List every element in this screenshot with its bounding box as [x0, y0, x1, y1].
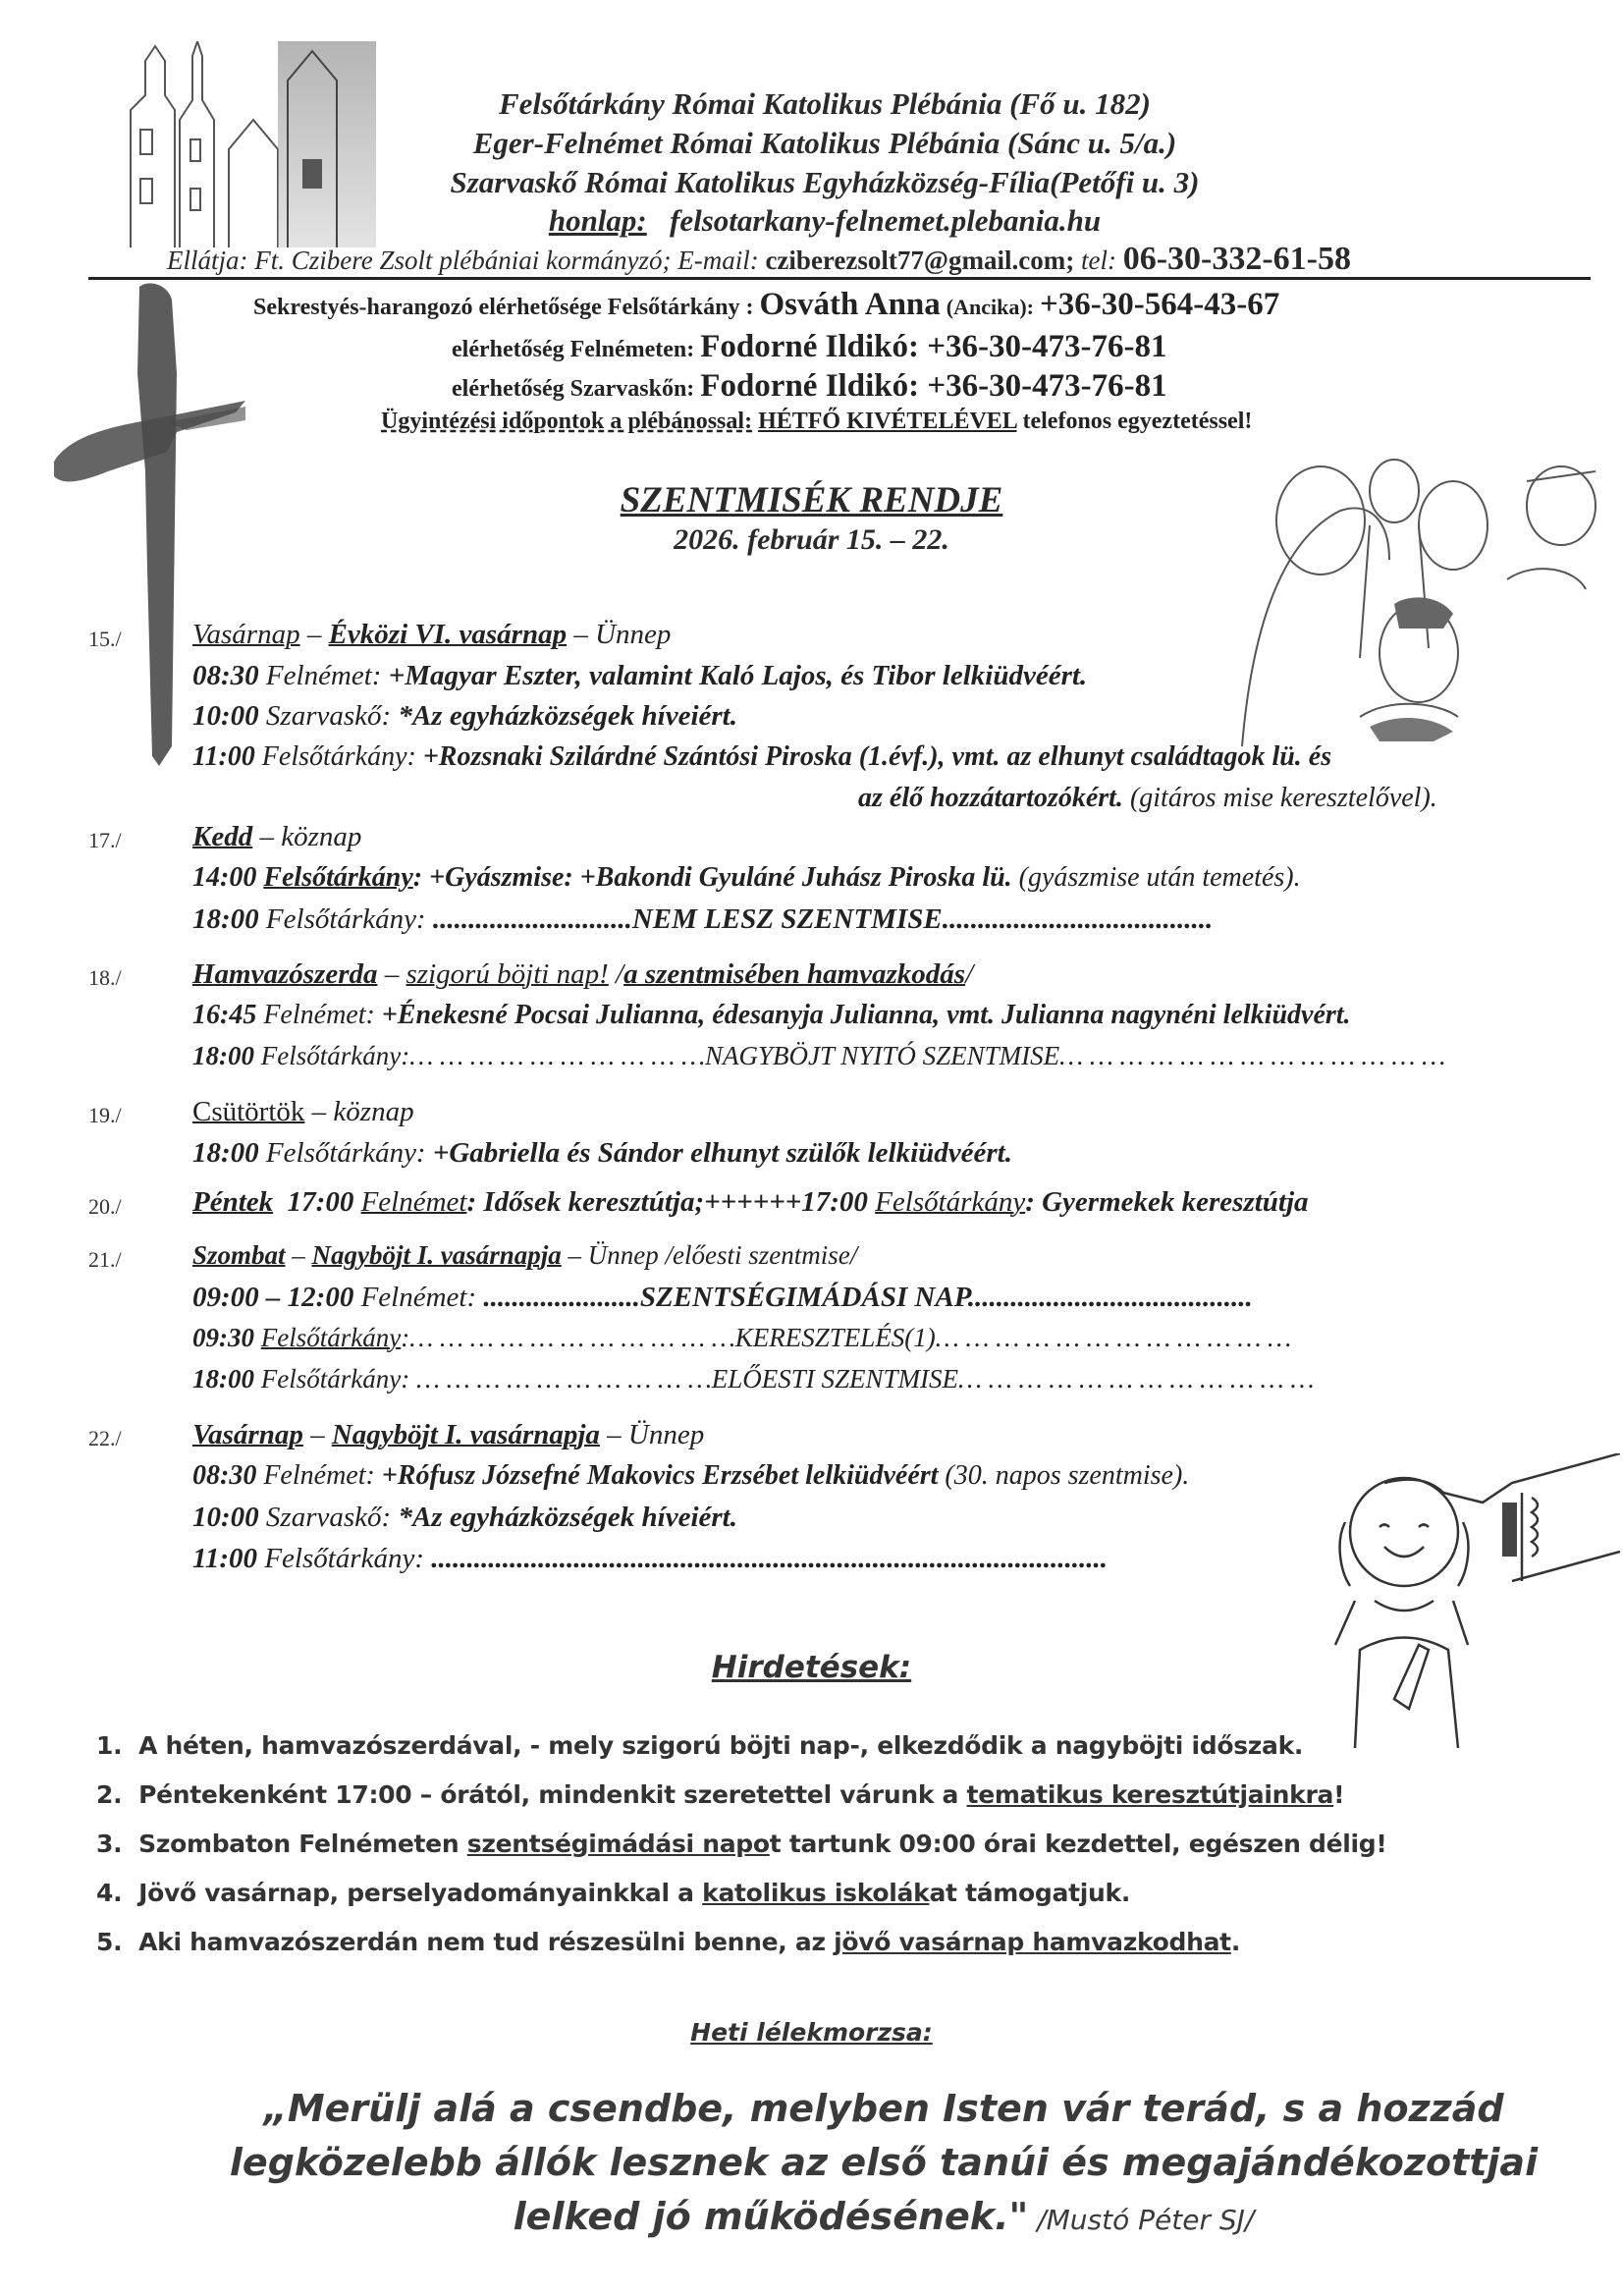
mass-place: Felsőtárkány:: [254, 1041, 410, 1070]
mass-entry: [192, 1137, 1012, 1170]
parish-szarvasko: Szarvaskő Római Katolikus Egyházközség-Fília(Petőfi u. 3): [450, 165, 1200, 199]
mass-entry: [192, 1041, 1445, 1071]
homepage-label: honlap:: [548, 203, 647, 238]
mass-entry-continuation: [858, 783, 1437, 814]
announcements-heading: [0, 1650, 1623, 1685]
feast-rank: – Ünnep /előesti szentmise/: [561, 1240, 858, 1270]
day-name: Szombat: [192, 1240, 286, 1270]
mass-note: (gitáros mise keresztelővel).: [1122, 783, 1437, 813]
day-header: [192, 1186, 1309, 1219]
mass-place: Felnémet:: [258, 660, 382, 691]
office-rest: telefonos egyeztetéssel!: [1022, 409, 1253, 434]
mass-intention: *Az egyházközségek híveiért.: [391, 700, 737, 732]
sexton-label: Sekrestyés-harangozó elérhetősége Felsőtárkány :: [253, 295, 754, 320]
feast-rank: – köznap: [252, 821, 362, 852]
announcement-item: [96, 1928, 1240, 1956]
mass-note: (30. napos szentmise).: [938, 1460, 1190, 1491]
item-number: 5.: [96, 1928, 123, 1956]
day-name: Csütörtök: [192, 1096, 305, 1127]
feast-rank: – Ünnep: [599, 1419, 705, 1450]
item-text: Aki hamvazószerdán nem tud részesülni benne, az: [138, 1928, 835, 1956]
schedule-title: [0, 479, 1623, 521]
mass-time: 08:30: [192, 1460, 257, 1491]
day-header: [192, 619, 671, 651]
mass-time: 14:00: [192, 862, 257, 893]
day-number: 21./: [88, 1247, 122, 1272]
item-text: !: [1333, 1780, 1345, 1809]
mass-time: 10:00: [192, 1502, 259, 1533]
mass-place: Felnémet:: [353, 1282, 477, 1313]
feast-note: a szentmisében hamvazkodás: [623, 958, 966, 990]
item-text: Szombaton Felnémeten: [138, 1830, 467, 1858]
item-number: 3.: [96, 1830, 123, 1858]
announcement-item: [96, 1830, 1387, 1858]
mass-entry: [192, 1543, 1108, 1575]
schedule-date-range: 2026. február 15. – 22.: [674, 523, 949, 556]
mass-entry: [192, 1282, 1253, 1314]
feast-rank: – köznap: [304, 1096, 414, 1127]
mass-intention: +Magyar Eszter, valamint Kaló Lajos, és Tibor lelkiüdvéért.: [381, 660, 1088, 691]
mass-intention: +Énekesné Pocsai Julianna, édesanyja Julianna, vmt. Julianna nagynéni lelkiüdvért.: [374, 1000, 1351, 1030]
mass-time: 18:00: [192, 1364, 254, 1394]
parish-felnemet: Eger-Felnémet Római Katolikus Plébánia (Sánc u. 5/a.): [472, 126, 1177, 160]
item-number: 1.: [96, 1731, 123, 1760]
mass-place: Felsőtárkány: [260, 1323, 402, 1352]
event-description: : Idősek keresztútja;++++++17:00: [466, 1186, 876, 1218]
item-number: 4.: [96, 1879, 123, 1907]
event-description: : Gyermekek keresztútja: [1025, 1186, 1309, 1218]
separator: /: [965, 958, 974, 990]
mass-intention: *Az egyházközségek híveiért.: [391, 1502, 737, 1533]
feast-name: Évközi VI. vasárnap: [328, 619, 568, 650]
feast-rank: /: [608, 958, 624, 990]
mass-time: 18:00: [192, 1137, 259, 1169]
day-name: Kedd: [192, 821, 253, 852]
announcement-item: [96, 1731, 1303, 1760]
mass-place: Felsőtárkány:: [258, 903, 426, 935]
szarvasko-label: elérhetőség Szarvaskőn:: [452, 376, 695, 402]
day-number: 22./: [88, 1426, 122, 1450]
schedule-title-text: SZENTMISÉK RENDJE: [620, 480, 1003, 520]
quote-author: /Mustó Péter SJ/: [1028, 2204, 1255, 2236]
office-except: HÉTFŐ KIVÉTELÉVEL: [758, 409, 1017, 434]
mass-time: 10:00: [192, 700, 259, 732]
item-text: A héten, hamvazószerdával, - mely szigorú böjti nap-, elkezdődik a nagyböjti időszak.: [138, 1731, 1304, 1760]
mass-entry: [192, 1000, 1351, 1031]
day-header: [192, 1240, 857, 1271]
mass-entry: [192, 1502, 737, 1534]
homepage-link[interactable]: felsotarkany-felnemet.plebania.hu: [670, 203, 1102, 238]
separator: –: [299, 619, 329, 650]
parish-felsotarkany: Felsőtárkány Római Katolikus Plébánia (Fő u. 182): [499, 86, 1151, 121]
sexton-nickname: (Ancika):: [946, 295, 1034, 319]
mass-entry: [192, 660, 1087, 692]
mass-note: (gyászmise után temetés).: [1011, 862, 1301, 893]
child-ash-illustration: [1286, 1453, 1620, 1748]
felnemet-contact: [452, 329, 1167, 365]
mass-place: Felsőtárkány:: [257, 1543, 424, 1574]
mass-place: Felnémet:: [256, 1460, 375, 1491]
mass-intention: ......................SZENTSÉGIMÁDÁSI NAP........................................: [476, 1282, 1253, 1313]
mass-intention: +Rozsnaki Szilárdné Szántósi Piroska (1.évf.), vmt. az elhunyt családtagok lü. és: [415, 741, 1332, 772]
quote-line: [196, 2195, 1571, 2238]
tel-label: tel:: [1080, 246, 1116, 275]
item-text: Jövő vasárnap, perselyadományainkkal a: [138, 1879, 703, 1907]
mass-intention: :… … … … … … … … … … …KERESZTELÉS(1)… … … … … … … … … … … …: [401, 1323, 1292, 1352]
feast-name: szigorú böjti nap!: [406, 958, 609, 990]
mass-time: 18:00: [192, 903, 259, 935]
day-number: 19./: [88, 1103, 122, 1127]
item-number: 2.: [96, 1780, 123, 1809]
item-text: t tartunk 09:00 órai kezdettel, egészen délig!: [769, 1830, 1387, 1858]
day-number: 15./: [88, 627, 122, 651]
day-number: 17./: [88, 828, 122, 852]
day-name: Vasárnap: [192, 1419, 303, 1450]
mass-entry: [192, 700, 737, 733]
mass-time: 08:30: [192, 660, 259, 691]
day-number: 18./: [88, 965, 122, 990]
item-emphasis: tematikus keresztútjainkra: [966, 1780, 1334, 1809]
mass-time: 18:00: [192, 1041, 254, 1070]
day-name: Péntek: [192, 1186, 274, 1218]
weekly-thought-heading: [0, 2018, 1623, 2047]
item-emphasis: jövő vasárnap hamvazkodhat: [834, 1928, 1231, 1956]
mass-time: 16:45: [192, 1000, 257, 1030]
feast-rank: – Ünnep: [567, 619, 672, 650]
mass-place: Felnémet:: [256, 1000, 375, 1030]
quote-line: „Merülj alá a csendbe, melyben Isten vár terád, s a hozzád: [263, 2087, 1504, 2130]
mass-intention: … … … … … … … … … …ELŐESTI SZENTMISE… … … … … … … … … … … …: [409, 1364, 1315, 1394]
mass-place: Felsőtárkány:: [254, 741, 416, 772]
feast-name: Nagyböjt I. vasárnapja: [331, 1419, 600, 1450]
mass-entry: [192, 1364, 1314, 1394]
mass-place: Felnémet: [360, 1186, 467, 1218]
day-header: [192, 821, 361, 853]
item-text: .: [1230, 1928, 1241, 1956]
sexton-contact: [253, 287, 1279, 323]
item-emphasis: szentségimádási napo: [466, 1830, 770, 1858]
sexton-name: Osváth Anna: [759, 287, 941, 322]
mass-place: Szarvaskő:: [258, 700, 392, 732]
day-header: [192, 1096, 414, 1128]
announcement-item: [96, 1780, 1344, 1809]
mass-place: Felsőtárkány: [875, 1186, 1026, 1218]
mass-intention: … … … … … … … … … …NAGYBÖJT NYITÓ SZENTMISE… … … … … … … … … … … … …: [409, 1041, 1446, 1070]
office-hours: [381, 409, 1252, 435]
announcements-heading-text: Hirdetések:: [711, 1650, 912, 1685]
day-name: Vasárnap: [192, 619, 300, 650]
mass-intention: ...............................................................................................: [423, 1543, 1108, 1574]
mass-place: Felsőtárkány: [263, 862, 413, 893]
item-text: at támogatjuk.: [929, 1879, 1131, 1907]
mass-time: 09:00 – 12:00: [192, 1282, 354, 1313]
quote-line: legközelebb állók lesznek az első tanúi és megajándékozottjai: [229, 2141, 1539, 2184]
felnemet-phone: Fodorné Ildikó: +36-30-473-76-81: [700, 329, 1167, 364]
separator: –: [285, 1240, 312, 1270]
mass-entry: [192, 1323, 1291, 1353]
office-label: Ügyintézési időpontok a plébánossal:: [381, 409, 753, 434]
szarvasko-contact: [452, 368, 1167, 405]
mass-place: Szarvaskő:: [258, 1502, 392, 1533]
mass-entry: [192, 741, 1331, 773]
quote-text: lelked jó működésének.": [513, 2195, 1029, 2238]
mass-time: 17:00: [287, 1186, 354, 1218]
mass-intention: : +Gyászmise: +Bakondi Gyuláné Juhász Piroska lü.: [412, 862, 1012, 893]
day-header: [192, 1419, 704, 1451]
mass-time: 11:00: [192, 741, 255, 772]
szarvasko-phone: Fodorné Ildikó: +36-30-473-76-81: [700, 368, 1167, 404]
item-emphasis: katolikus iskolák: [702, 1879, 930, 1907]
email-link[interactable]: cziberezsolt77@gmail.com;: [765, 246, 1075, 275]
separator: –: [302, 1419, 332, 1450]
felnemet-label: elérhetőség Felnémeten:: [452, 337, 695, 362]
mass-entry: [192, 862, 1301, 894]
separator: –: [377, 958, 406, 990]
feast-name: Nagyböjt I. vasárnapja: [311, 1240, 562, 1270]
announcement-item: [96, 1879, 1130, 1907]
mass-intention: az élő hozzátartozókért.: [858, 783, 1123, 813]
provider-line: [167, 241, 1351, 278]
tel-number: 06-30-332-61-58: [1122, 241, 1351, 277]
mass-entry: [192, 1460, 1189, 1492]
day-header: [192, 958, 973, 991]
day-name: Hamvazószerda: [192, 958, 378, 990]
mass-entry: [192, 903, 1213, 936]
header-divider: [88, 277, 1591, 280]
mass-place: Felsőtárkány:: [254, 1364, 410, 1394]
day-number: 20./: [88, 1194, 122, 1219]
mass-time: 09:30: [192, 1323, 254, 1352]
mass-place: Felsőtárkány:: [258, 1137, 426, 1169]
mass-time: 11:00: [192, 1543, 258, 1574]
weekly-thought-heading-text: Heti lélekmorzsa:: [690, 2018, 933, 2047]
mass-intention: +Gabriella és Sándor elhunyt szülők lelkiüdvéért.: [425, 1137, 1012, 1169]
sexton-phone: +36-30-564-43-67: [1040, 287, 1280, 322]
item-text: Péntekenként 17:00 – órától, mindenkit szeretettel várunk a: [138, 1780, 967, 1809]
homepage-line: [245, 203, 1404, 239]
mass-intention: +Rófusz Józsefné Makovics Erzsébet lelkiüdvéért: [374, 1460, 939, 1491]
mass-intention: ............................NEM LESZ SZENTMISE......................................: [425, 903, 1214, 935]
provider-label: Ellátja: Ft. Czibere Zsolt plébániai kormányzó; E-mail:: [167, 246, 759, 275]
